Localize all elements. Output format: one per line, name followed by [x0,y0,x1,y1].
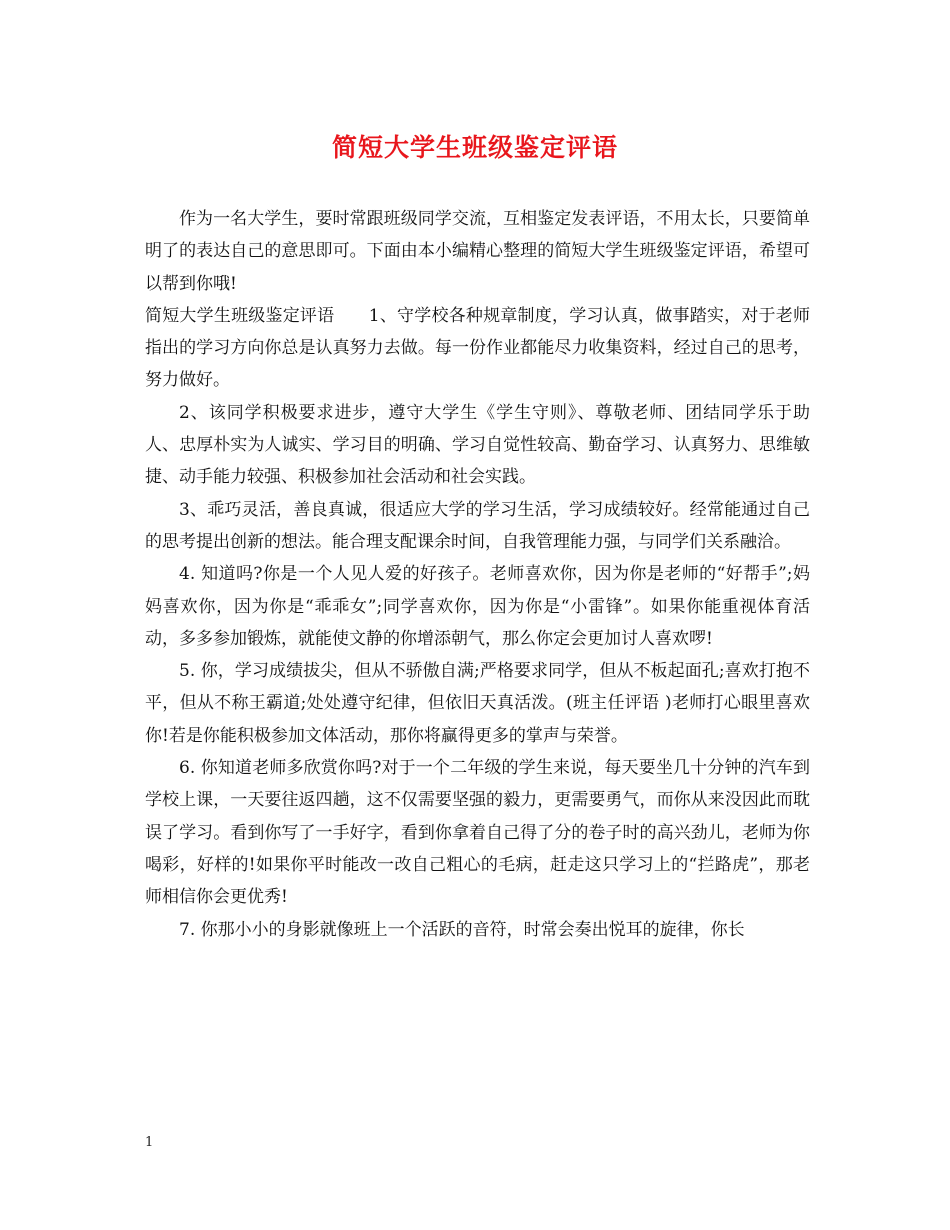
comment-paragraph-4: 4. 知道吗?你是一个人见人爱的好孩子。老师喜欢你，因为你是老师的“好帮手”;妈妈喜欢你，因为你是“乖乖女”;同学喜欢你，因为你是“小雷锋”。如果你能重视体育活动，多多参加锻炼，就能使文静的你增添朝气，那么你定会更加讨人喜欢啰! [145,564,810,649]
document-title: 简短大学生班级鉴定评语 [331,133,618,162]
comment-paragraph-5: 5. 你，学习成绩拔尖，但从不骄傲自满;严格要求同学，但从不板起面孔;喜欢打抱不平，但从不称王霸道;处处遵守纪律，但依旧天真活泼。(班主任评语 )老师打心眼里喜欢你!若是你能积极参加文体活动，那你将赢得更多的掌声与荣誉。 [145,661,810,746]
comment-paragraph-2: 2、该同学积极要求进步，遵守大学生《学生守则》、尊敬老师、团结同学乐于助人、忠厚朴实为人诚实、学习目的明确、学习自觉性较高、勤奋学习、认真努力、思维敏捷、动手能力较强、积极参加社会活动和社会实践。 [145,402,810,488]
page-number: 1 [145,1135,154,1150]
intro-paragraph: 作为一名大学生，要时常跟班级同学交流，互相鉴定发表评语，不用太长，只要简单明了的表达自己的意思即可。下面由本小编精心整理的简短大学生班级鉴定评语，希望可以帮到你哦! [145,209,810,294]
comment-paragraph-6: 6. 你知道老师多欣赏你吗?对于一个二年级的学生来说，每天要坐几十分钟的汽车到学校上课，一天要往返四趟，这不仅需要坚强的毅力，更需要勇气，而你从来没因此而耽误了学习。看到你写了一手好字，看到你拿着自己得了分的卷子时的高兴劲儿，老师为你喝彩，好样的!如果你平时能改一改自己粗心的毛病，赶走这只学习上的“拦路虎”，那老师相信你会更优秀! [145,758,810,908]
comment-paragraph-3: 3、乖巧灵活，善良真诚，很适应大学的学习生活，学习成绩较好。经常能通过自己的思考提出创新的想法。能合理支配课余时间，自我管理能力强，与同学们关系融洽。 [145,499,810,552]
document-body [145,203,810,946]
comment-paragraph-1: 简短大学生班级鉴定评语 1、守学校各种规章制度，学习认真，做事踏实，对于老师指出的学习方向你总是认真努力去做。每一份作业都能尽力收集资料，经过自己的思考，努力做好。 [145,305,810,391]
comment-paragraph-7: 7. 你那小小的身影就像班上一个活跃的音符，时常会奏出悦耳的旋律，你长 [179,919,745,940]
